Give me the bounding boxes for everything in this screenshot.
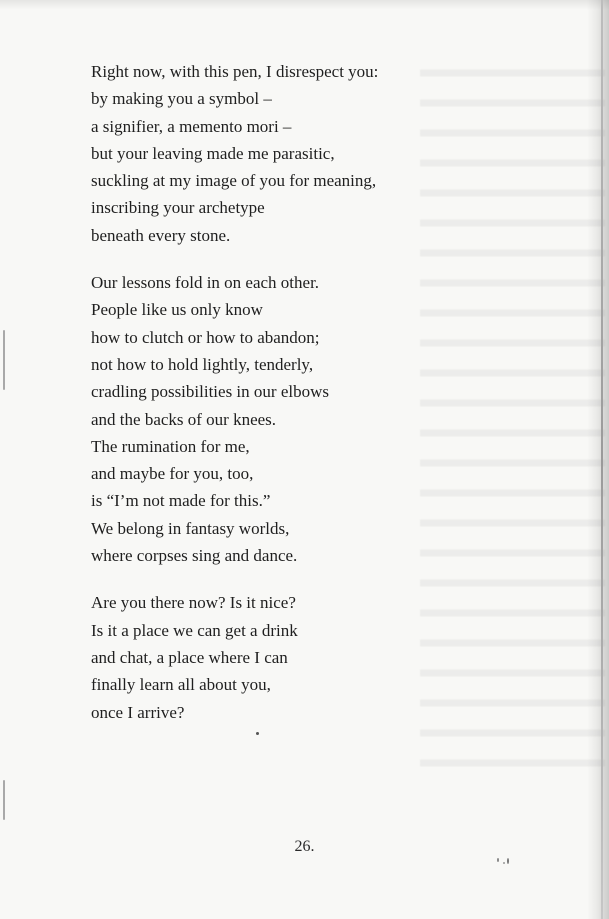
stanza xyxy=(91,269,421,569)
stanza xyxy=(91,58,421,249)
poem-line: a signifier, a memento mori – xyxy=(91,116,292,136)
poem-line: beneath every stone. xyxy=(91,225,231,245)
poem-line: and maybe for you, too, xyxy=(91,464,254,484)
poem-line: is “I’m not made for this.” xyxy=(91,491,271,511)
poem-line: and the backs of our knees. xyxy=(91,409,277,429)
poem-line: Is it a place we can get a drink xyxy=(91,620,298,640)
poem-line: not how to hold lightly, tenderly, xyxy=(91,354,314,374)
poem-line: where corpses sing and dance. xyxy=(91,546,298,566)
poem-line: once I arrive? xyxy=(91,702,185,722)
ink-speck xyxy=(497,858,499,862)
poem-line: and chat, a place where I can xyxy=(91,647,288,667)
poem-line: Our lessons fold in on each other. xyxy=(91,273,320,293)
poem-line: but your leaving made me parasitic, xyxy=(91,143,335,163)
poem-line: finally learn all about you, xyxy=(91,675,271,695)
ink-speck xyxy=(256,732,259,735)
poem-line: by making you a symbol – xyxy=(91,89,272,109)
poem-line: cradling possibilities in our elbows xyxy=(91,382,329,402)
poem-line: Are you there now? Is it nice? xyxy=(91,593,296,613)
ink-speck xyxy=(503,862,505,864)
poem xyxy=(91,58,421,746)
page-edge-shadow xyxy=(587,0,609,919)
poem-line: The rumination for me, xyxy=(91,436,250,456)
poem-line: inscribing your archetype xyxy=(91,198,265,218)
page-edge-line xyxy=(601,0,603,919)
reverse-side-show-through xyxy=(420,55,605,775)
poem-line: We belong in fantasy worlds, xyxy=(91,518,290,538)
poem-line: People like us only know xyxy=(91,300,263,320)
stanza xyxy=(91,589,421,725)
poem-line: Right now, with this pen, I disrespect you: xyxy=(91,62,379,81)
ink-speck xyxy=(507,858,509,864)
page-number: 26. xyxy=(294,838,315,855)
page-top-shadow xyxy=(0,0,609,10)
poem-line: how to clutch or how to abandon; xyxy=(91,327,320,347)
left-edge-mark xyxy=(3,330,5,390)
left-edge-mark xyxy=(3,780,5,820)
poem-line: suckling at my image of you for meaning, xyxy=(91,171,377,191)
